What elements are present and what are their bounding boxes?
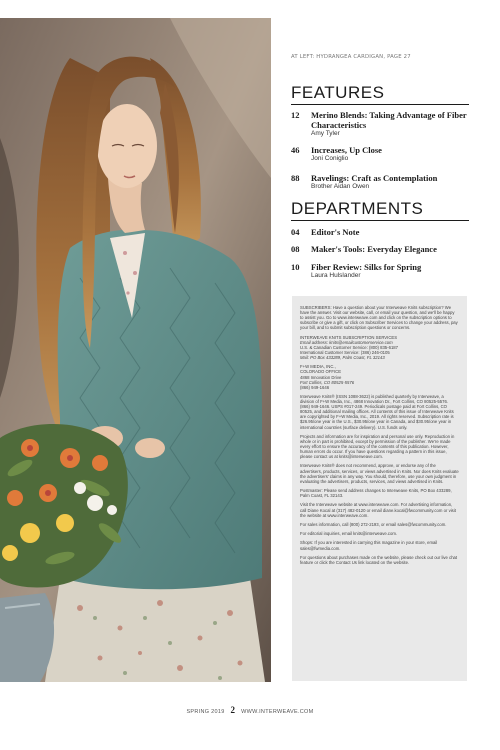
cover-photo bbox=[0, 18, 271, 682]
sales-paragraph: For sales information, call (800) 272-2193, or email sales@fwcommunity.com. bbox=[300, 521, 447, 527]
office-name: COLORADO OFFICE bbox=[300, 369, 342, 375]
office-street: 4868 Innovation Drive bbox=[300, 374, 342, 380]
editorial-paragraph: For editorial inquiries, email knits@interweave.com. bbox=[300, 531, 398, 537]
toc-page-number: 08 bbox=[291, 244, 300, 254]
office-company: F+W MEDIA, INC., bbox=[300, 364, 336, 370]
toc-page-number: 46 bbox=[291, 145, 300, 155]
toc-page-number: 04 bbox=[291, 227, 300, 237]
toc-title: Increases, Up Close bbox=[311, 145, 382, 155]
toc-page-number: 88 bbox=[291, 173, 300, 183]
endorsement-paragraph: Interweave Knits® does not recommend, approve, or endorse any of the advertisers, products, services, or views advertised in Knits. Nor does Knits evaluate the advertisers' claims in any way. You should, therefore, use your own judgment in evaluating the advertisers, products, services, and views advertised in Knits. bbox=[300, 463, 459, 484]
subscription-email: Email address: knits@emailcustomerservice.com bbox=[300, 339, 393, 345]
toc-title: Merino Blends: Taking Advantage of Fiber Characteristics bbox=[311, 110, 467, 130]
projects-paragraph: Projects and information are for inspiration and personal use only. Reproduction in whole or in part is prohibited, except by permission of the publisher. We're made every effort to ensure the accuracy of the contents of this publication. However, human errors do occur. If you have questions regarding a pattern in this issue, please contact us at knits@interweave.com. bbox=[300, 433, 455, 460]
subscription-services-block bbox=[300, 335, 459, 360]
subscription-us-phone: U.S. & Canadian Customer Service: (800) 835-6187 bbox=[300, 344, 399, 350]
publication-paragraph: Interweave Knits® (ISSN 1088-3622) is published quarterly by Interweave, a division of F+W Media, Inc., 4868 Innovation Dr., Fort Collins, CO 80525-5576. (866) 949-1646. USPS #017-249. Periodicals postage paid at Fort Collins, CO 80525, and additional mailing offices. All contents of this issue of Interweave Knits are copyrighted by F+W Media, Inc., 2019. All rights reserved. Subscription rate is $26.95/one year in the U.S., $30.95/one year in Canada, and $30.95/one year in international countries (surface delivery). U.S. funds only. bbox=[300, 393, 454, 430]
subscription-mail: Mail: PO Box 433289, Palm Coast, FL 32143 bbox=[300, 355, 385, 361]
advertising-paragraph: Visit the Interweave website at www.interweave.com. For advertising information, call Diane Kocal at (317) 482-0120 or email diane.kocal@fwcommunity.com or visit the website at www.interweave.com. bbox=[300, 502, 456, 518]
features-rule bbox=[291, 104, 469, 105]
subscription-services-heading: INTERWEAVE KNITS SUBSCRIPTION SERVICES bbox=[300, 334, 398, 340]
toc-title: Maker's Tools: Everyday Elegance bbox=[311, 244, 437, 254]
website-questions-paragraph: For questions about purchases made on the website, please check out our live chat feature or click the Contact Us link located on the website. bbox=[300, 554, 458, 565]
shops-paragraph: Shops: If you are interested in carrying this magazine in your store, email sales@fwmedia.com. bbox=[300, 540, 438, 551]
toc-page-number: 12 bbox=[291, 110, 300, 120]
departments-rule bbox=[291, 220, 469, 221]
folio-website[interactable]: WWW.INTERWEAVE.COM bbox=[241, 709, 314, 715]
toc-author: Brother Aidan Owen bbox=[311, 183, 370, 190]
page-folio bbox=[0, 705, 500, 715]
toc-title: Fiber Review: Silks for Spring bbox=[311, 262, 422, 272]
folio-season: SPRING 2019 bbox=[186, 709, 225, 715]
toc-page-number: 10 bbox=[291, 262, 300, 272]
departments-heading: DEPARTMENTS bbox=[291, 199, 424, 218]
features-heading: FEATURES bbox=[291, 83, 385, 102]
photo-illustration bbox=[0, 18, 271, 682]
office-city: Fort Collins, CO 80525-5576 bbox=[300, 379, 355, 385]
masthead-info-box bbox=[292, 296, 467, 681]
office-phone: (866) 949-1646 bbox=[300, 384, 330, 390]
office-address-block bbox=[300, 364, 459, 389]
postmaster-paragraph: Postmaster: Please send address changes to Interweave Knits, PO Box 433289, Palm Coast, FL 32143. bbox=[300, 488, 452, 499]
photo-caption: AT LEFT: HYDRANGEA CARDIGAN, PAGE 27 bbox=[291, 54, 411, 60]
toc-author: Laura Hulslander bbox=[311, 272, 361, 279]
toc-title: Editor's Note bbox=[311, 227, 360, 237]
folio-page-number: 2 bbox=[230, 705, 236, 715]
toc-title: Ravelings: Craft as Contemplation bbox=[311, 173, 438, 183]
toc-author: Joni Coniglio bbox=[311, 155, 349, 162]
subscribers-paragraph: SUBSCRIBERS: Have a question about your Interweave Knits subscription? We have the answer. Visit our website, call, or email your question, and we'll be happy to assist you. Go to www.interweave.com and click on the subscription options to subscribe or give a gift, or click on Subscriber Services to change your address, pay your bill, and to submit subscription questions or concerns. bbox=[300, 305, 458, 331]
toc-author: Amy Tyler bbox=[311, 130, 340, 137]
subscription-intl-phone: International Customer Service: (386) 246-0105 bbox=[300, 349, 390, 355]
